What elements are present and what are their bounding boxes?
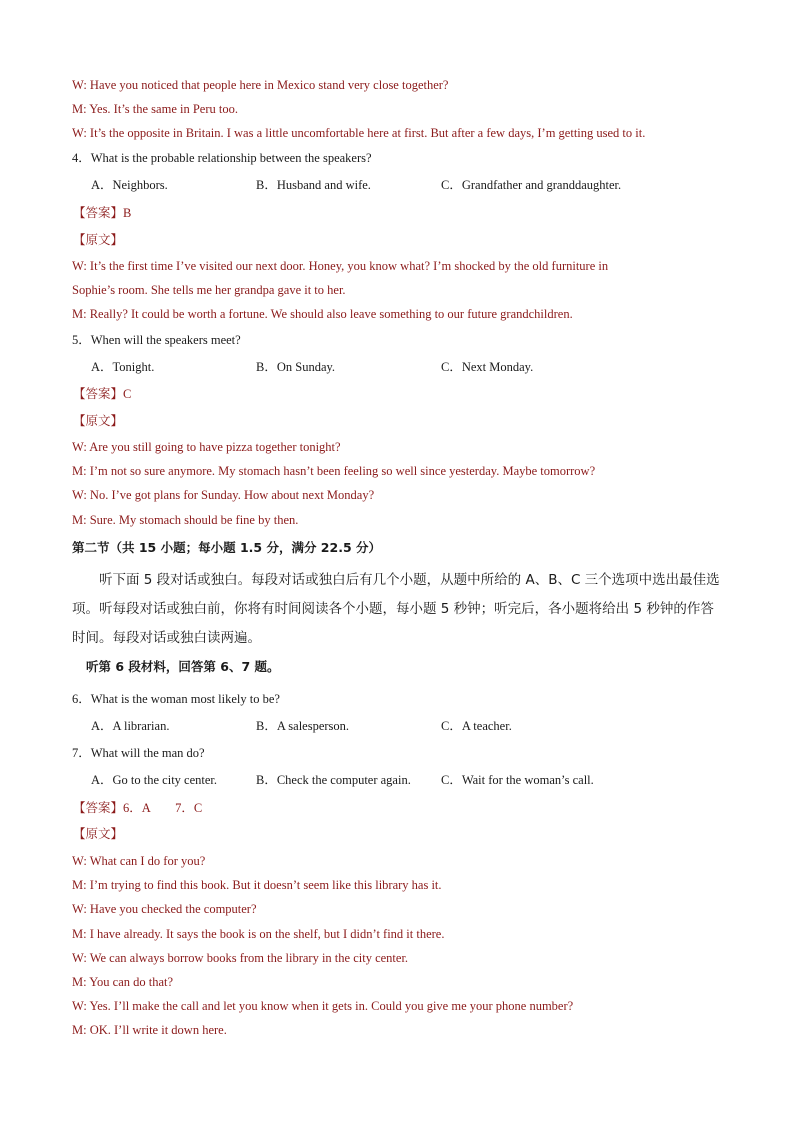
answer-label: 【答案】B — [73, 206, 132, 220]
transcript-line: M: I have already. It says the book is on the shelf, but I didn’t find it there. — [72, 927, 445, 941]
transcript-line: W: What can I do for you? — [72, 854, 206, 868]
q4-option-c: C．Grandfather and granddaughter. — [441, 178, 622, 192]
q6-option-b: B．A salesperson. — [256, 719, 350, 733]
transcript-line: M: I’m trying to find this book. But it doesn’t seem like this library has it. — [72, 878, 442, 892]
q5-option-a: A．Tonight. — [91, 360, 155, 374]
q7-option-b: B．Check the computer again. — [256, 773, 411, 787]
section-instructions: 听下面 5 段对话或独白。每段对话或独白后有几个小题，从题中所给的 A、B、C 三个选项中选出最佳选项。听每段对话或独白前，你将有时间阅读各个小题，每小题 5 秒钟；听完后，各小题将给出 5 秒钟的作答时间。每段对话或独白读两遍。 — [72, 572, 720, 646]
transcript-line: W: Have you noticed that people here in Mexico stand very close together? — [72, 78, 449, 92]
section-heading: 第二节（共 15 小题；每小题 1.5 分，满分 22.5 分） — [72, 540, 381, 555]
transcript-line: W: We can always borrow books from the library in the city center. — [72, 951, 409, 965]
transcript-line: W: It’s the opposite in Britain. I was a little uncomfortable here at first. But after a few days, I’m getting used to it. — [72, 126, 646, 140]
transcript-line: M: Really? It could be worth a fortune. We should also leave something to our future grandchildren. — [72, 307, 573, 321]
material-heading: 听第 6 段材料，回答第 6、7 题。 — [86, 659, 280, 674]
transcript-line: M: Sure. My stomach should be fine by then. — [72, 513, 299, 527]
q6-option-a: A．A librarian. — [91, 719, 170, 733]
answer-label: 【答案】C — [73, 387, 132, 401]
transcript-line: W: It’s the first time I’ve visited our next door. Honey, you know what? I’m shocked by the old furniture in — [72, 259, 609, 273]
transcript-line: W: Yes. I’ll make the call and let you know when it gets in. Could you give me your phone number? — [72, 999, 574, 1013]
transcript-label: 【原文】 — [73, 827, 124, 841]
transcript-line: W: Are you still going to have pizza together tonight? — [72, 440, 341, 454]
transcript-line: M: OK. I’ll write it down here. — [72, 1023, 227, 1037]
q4-option-a: A．Neighbors. — [91, 178, 168, 192]
transcript-line: M: You can do that? — [72, 975, 174, 989]
question-5: 5．When will the speakers meet? — [72, 333, 241, 347]
question-7: 7．What will the man do? — [72, 746, 205, 760]
q4-option-b: B．Husband and wife. — [256, 178, 371, 192]
transcript-label: 【原文】 — [73, 233, 124, 247]
q5-option-c: C．Next Monday. — [441, 360, 534, 374]
q6-option-c: C．A teacher. — [441, 719, 512, 733]
transcript-line: Sophie’s room. She tells me her grandpa gave it to her. — [72, 283, 346, 297]
question-4: 4．What is the probable relationship between the speakers? — [72, 151, 372, 165]
transcript-line: W: Have you checked the computer? — [72, 902, 257, 916]
q5-option-b: B．On Sunday. — [256, 360, 336, 374]
transcript-line: M: Yes. It’s the same in Peru too. — [72, 102, 238, 116]
answer-label: 【答案】6．A 7．C — [73, 801, 203, 815]
transcript-line: M: I’m not so sure anymore. My stomach hasn’t been feeling so well since yesterday. Maybe tomorrow? — [72, 464, 596, 478]
q7-option-a: A．Go to the city center. — [91, 773, 218, 787]
transcript-label: 【原文】 — [73, 414, 124, 428]
transcript-line: W: No. I’ve got plans for Sunday. How about next Monday? — [72, 488, 375, 502]
question-6: 6．What is the woman most likely to be? — [72, 692, 280, 706]
q7-option-c: C．Wait for the woman’s call. — [441, 773, 594, 787]
